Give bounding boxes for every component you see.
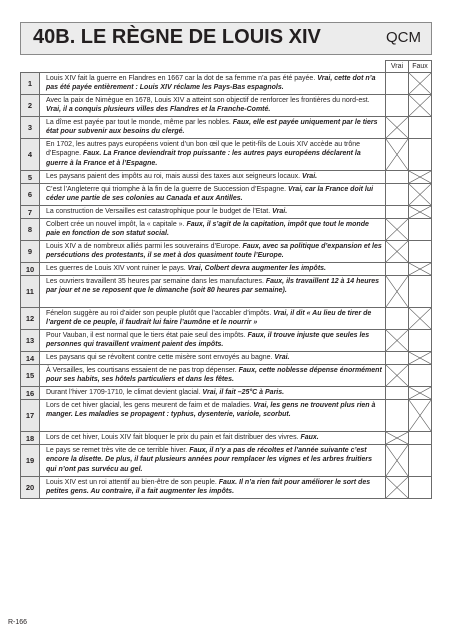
- checkbox-faux[interactable]: [409, 95, 432, 117]
- question-text: Les guerres de Louis XIV vont ruiner le pays.: [46, 265, 188, 272]
- question-cell: [40, 117, 386, 139]
- question-text: Le pays se remet très vite de ce terrible hiver.: [46, 447, 190, 454]
- question-number: 6: [21, 184, 40, 206]
- question-text: Louis XIV a de nombreux alliés parmi les souverains d’Europe.: [46, 243, 243, 250]
- cross-out-icon: [409, 263, 431, 275]
- checkbox-vrai[interactable]: [386, 117, 409, 139]
- checkbox-faux[interactable]: [409, 241, 432, 263]
- question-row: [21, 308, 432, 330]
- cross-out-icon: [409, 95, 431, 116]
- question-text: Les paysans paient des impôts au roi, mais aussi des taxes aux seigneurs locaux.: [46, 173, 303, 180]
- cross-out-icon: [409, 387, 431, 399]
- question-number: 1: [21, 73, 40, 95]
- answer-explanation: Vrai, il a conquis plusieurs villes des Flandres et la Franche-Comté.: [46, 106, 271, 114]
- answer-explanation: Faux, il n’y a pas de récoltes et l’année suivante c’est encore la disette. De plus, il faut plusieurs années pour remplacer les vignes et les arbres fruitiers qui n’ont pas survécu au gel.: [46, 447, 373, 473]
- column-header-faux: Faux: [409, 61, 432, 73]
- table-header-row: [21, 61, 432, 73]
- cross-out-icon: [409, 308, 431, 329]
- answer-explanation: Faux, ils travaillent 12 à 14 heures par jour et ne se reposent que le dimanche (soit 80 heures par semaine).: [46, 278, 380, 295]
- cross-out-icon: [386, 432, 408, 444]
- checkbox-faux[interactable]: [409, 219, 432, 241]
- cross-out-icon: [409, 206, 431, 218]
- cross-out-icon: [386, 219, 408, 240]
- checkbox-vrai[interactable]: [386, 400, 409, 432]
- question-number: 13: [21, 330, 40, 352]
- checkbox-vrai[interactable]: [386, 365, 409, 387]
- question-text: Louis XIV est un roi attentif au bien-être de son peuple.: [46, 479, 219, 486]
- cross-out-icon: [386, 477, 408, 498]
- question-number: 16: [21, 387, 40, 400]
- checkbox-faux[interactable]: [409, 171, 432, 184]
- checkbox-vrai[interactable]: [386, 352, 409, 365]
- checkbox-vrai[interactable]: [386, 241, 409, 263]
- checkbox-faux[interactable]: [409, 387, 432, 400]
- question-cell: [40, 387, 386, 400]
- checkbox-faux[interactable]: [409, 432, 432, 445]
- answer-explanation: Faux, elle est payée uniquement par le tiers état pour subvenir aux besoins du clergé.: [46, 119, 378, 136]
- checkbox-vrai[interactable]: [386, 276, 409, 308]
- cross-out-icon: [386, 445, 408, 476]
- cross-out-icon: [386, 139, 408, 170]
- checkbox-faux[interactable]: [409, 330, 432, 352]
- checkbox-vrai[interactable]: [386, 330, 409, 352]
- qcm-badge: QCM: [386, 29, 421, 46]
- question-text: Lors de cet hiver glacial, les gens meurent de faim et de maladies.: [46, 402, 254, 409]
- question-row: [21, 445, 432, 477]
- answer-explanation: Vrai.: [272, 208, 288, 215]
- answer-explanation: Vrai.: [274, 354, 290, 361]
- checkbox-vrai[interactable]: [386, 263, 409, 276]
- question-cell: [40, 219, 386, 241]
- question-row: [21, 330, 432, 352]
- question-text: Colbert crée un nouvel impôt, la « capitale ».: [46, 221, 187, 228]
- answer-explanation: Vrai, il fait –25°C à Paris.: [202, 389, 285, 396]
- question-number: 3: [21, 117, 40, 139]
- question-text: Durant l’hiver 1709-1710, le climat devient glacial.: [46, 389, 203, 396]
- answer-explanation: Vrai, il dit « Au lieu de tirer de l’argent de ce peuple, il faudrait lui faire l’aumône et le nourrir »: [46, 310, 372, 327]
- quiz-body: [21, 73, 432, 499]
- cross-out-icon: [386, 330, 408, 351]
- question-cell: [40, 432, 386, 445]
- answer-explanation: Faux, cette noblesse dépense énormément pour ses habits, ses hôtels particuliers et dans les fêtes.: [46, 367, 382, 384]
- checkbox-vrai[interactable]: [386, 445, 409, 477]
- question-text: La dîme est payée par tout le monde, même par les nobles.: [46, 119, 233, 126]
- question-number: 7: [21, 206, 40, 219]
- answer-explanation: Faux, il trouve injuste que seules les personnes qui travaillent vraiment paient des impôts.: [46, 332, 370, 349]
- checkbox-vrai[interactable]: [386, 477, 409, 499]
- question-cell: [40, 330, 386, 352]
- question-text: Les paysans qui se révoltent contre cette misère sont envoyés au bagne.: [46, 354, 275, 361]
- question-row: [21, 241, 432, 263]
- question-row: [21, 387, 432, 400]
- question-row: [21, 139, 432, 171]
- checkbox-vrai[interactable]: [386, 95, 409, 117]
- question-cell: [40, 445, 386, 477]
- question-number: 2: [21, 95, 40, 117]
- question-cell: [40, 139, 386, 171]
- checkbox-vrai[interactable]: [386, 219, 409, 241]
- checkbox-faux[interactable]: [409, 263, 432, 276]
- question-number: 8: [21, 219, 40, 241]
- answer-explanation: Vrai, les gens ne trouvent plus rien à manger. Les maladies se propagent : typhus, dysenterie, variole, scorbut.: [46, 402, 376, 419]
- checkbox-faux[interactable]: [409, 184, 432, 206]
- answer-explanation: Faux. Il n’a rien fait pour améliorer le sort des petites gens. Au contraire, il a fait augmenter les impôts.: [46, 479, 371, 496]
- question-cell: [40, 352, 386, 365]
- checkbox-faux[interactable]: [409, 400, 432, 432]
- question-cell: [40, 206, 386, 219]
- question-cell: [40, 276, 386, 308]
- question-number: 11: [21, 276, 40, 308]
- question-number: 5: [21, 171, 40, 184]
- question-row: [21, 219, 432, 241]
- question-number: 4: [21, 139, 40, 171]
- cross-out-icon: [386, 117, 408, 138]
- question-number: 19: [21, 445, 40, 477]
- question-number: 10: [21, 263, 40, 276]
- cross-out-icon: [409, 171, 431, 183]
- answer-explanation: Faux.: [300, 434, 319, 441]
- question-row: [21, 73, 432, 95]
- question-text: Les ouvriers travaillent 35 heures par semaine dans les manufactures.: [46, 278, 266, 285]
- checkbox-vrai[interactable]: [386, 184, 409, 206]
- question-row: [21, 95, 432, 117]
- checkbox-vrai[interactable]: [386, 171, 409, 184]
- column-header-vrai: Vrai: [386, 61, 409, 73]
- question-text: À Versailles, les courtisans essaient de ne pas trop dépenser.: [46, 367, 239, 374]
- quiz-table: [20, 60, 432, 499]
- question-row: [21, 400, 432, 432]
- question-cell: [40, 477, 386, 499]
- checkbox-faux[interactable]: [409, 477, 432, 499]
- checkbox-faux[interactable]: [409, 117, 432, 139]
- cross-out-icon: [409, 352, 431, 364]
- cross-out-icon: [409, 184, 431, 205]
- checkbox-faux[interactable]: [409, 352, 432, 365]
- page-title: 40B. LE RÈGNE DE LOUIS XIV: [33, 26, 321, 48]
- question-cell: [40, 365, 386, 387]
- answer-explanation: Vrai, car la France doit lui céder une partie de ses colonies au Canada et aux Antilles.: [46, 186, 374, 203]
- question-number: 9: [21, 241, 40, 263]
- answer-explanation: Faux, avec sa politique d’expansion et les persécutions des protestants, il se met à dos quasiment toute l’Europe.: [46, 243, 382, 260]
- question-cell: [40, 263, 386, 276]
- question-cell: [40, 184, 386, 206]
- question-row: [21, 117, 432, 139]
- checkbox-faux[interactable]: [409, 73, 432, 95]
- question-row: [21, 276, 432, 308]
- answer-explanation: Vrai.: [302, 173, 318, 180]
- checkbox-faux[interactable]: [409, 206, 432, 219]
- question-cell: [40, 400, 386, 432]
- checkbox-faux[interactable]: [409, 139, 432, 171]
- question-text: Fénelon suggère au roi d’aider son peuple plutôt que l’accabler d’impôts.: [46, 310, 274, 317]
- checkbox-vrai[interactable]: [386, 206, 409, 219]
- question-cell: [40, 95, 386, 117]
- question-text: Pour Vauban, il est normal que le tiers état paie seul des impôts.: [46, 332, 248, 339]
- cross-out-icon: [409, 400, 431, 431]
- checkbox-vrai[interactable]: [386, 308, 409, 330]
- question-row: [21, 263, 432, 276]
- question-text: Lors de cet hiver, Louis XIV fait bloquer le prix du pain et fait distribuer des vivres.: [46, 434, 301, 441]
- checkbox-vrai[interactable]: [386, 432, 409, 445]
- question-text: Avec la paix de Nimègue en 1678, Louis XIV a atteint son objectif de renforcer les frontières du nord-est.: [46, 97, 370, 104]
- answer-explanation: Faux. La France deviendrait trop puissante : les autres pays européens déclarent la guerre à la France et à l’Espagne.: [46, 150, 361, 167]
- question-row: [21, 171, 432, 184]
- answer-explanation: Vrai, Colbert devra augmenter les impôts.: [187, 265, 326, 272]
- cross-out-icon: [386, 365, 408, 386]
- question-row: [21, 352, 432, 365]
- checkbox-vrai[interactable]: [386, 387, 409, 400]
- title-bar: [20, 22, 432, 55]
- page-number: R-166: [8, 619, 28, 626]
- question-number: 12: [21, 308, 40, 330]
- question-row: [21, 365, 432, 387]
- checkbox-faux[interactable]: [409, 276, 432, 308]
- question-cell: [40, 171, 386, 184]
- question-cell: [40, 241, 386, 263]
- answer-explanation: Faux, il s’agit de la capitation, impôt que tout le monde paie en fonction de son statut social.: [46, 221, 369, 238]
- question-number: 14: [21, 352, 40, 365]
- question-number: 15: [21, 365, 40, 387]
- question-row: [21, 477, 432, 499]
- checkbox-vrai[interactable]: [386, 73, 409, 95]
- checkbox-faux[interactable]: [409, 445, 432, 477]
- question-text: Louis XIV fait la guerre en Flandres en 1667 car la dot de sa femme n’a pas été payée.: [46, 75, 318, 82]
- question-text: En 1702, les autres pays européens voient d’un bon œil que le petit-fils de Louis XIV accède au trône d’Espagne.: [46, 141, 361, 158]
- question-cell: [40, 308, 386, 330]
- question-number: 20: [21, 477, 40, 499]
- question-row: [21, 184, 432, 206]
- question-row: [21, 206, 432, 219]
- checkbox-faux[interactable]: [409, 308, 432, 330]
- header-spacer: [21, 61, 386, 73]
- question-text: C’est l’Angleterre qui triomphe à la fin de la guerre de Succession d’Espagne.: [46, 186, 289, 193]
- answer-explanation: Vrai, cette dot n’a pas été payée entièrement : Louis XIV réclame les Pays-Bas espagnols.: [46, 75, 376, 92]
- question-number: 18: [21, 432, 40, 445]
- cross-out-icon: [386, 276, 408, 307]
- question-row: [21, 432, 432, 445]
- checkbox-faux[interactable]: [409, 365, 432, 387]
- question-text: La construction de Versailles est catastrophique pour le budget de l’Etat.: [46, 208, 273, 215]
- question-cell: [40, 73, 386, 95]
- checkbox-vrai[interactable]: [386, 139, 409, 171]
- cross-out-icon: [386, 241, 408, 262]
- question-number: 17: [21, 400, 40, 432]
- cross-out-icon: [409, 73, 431, 94]
